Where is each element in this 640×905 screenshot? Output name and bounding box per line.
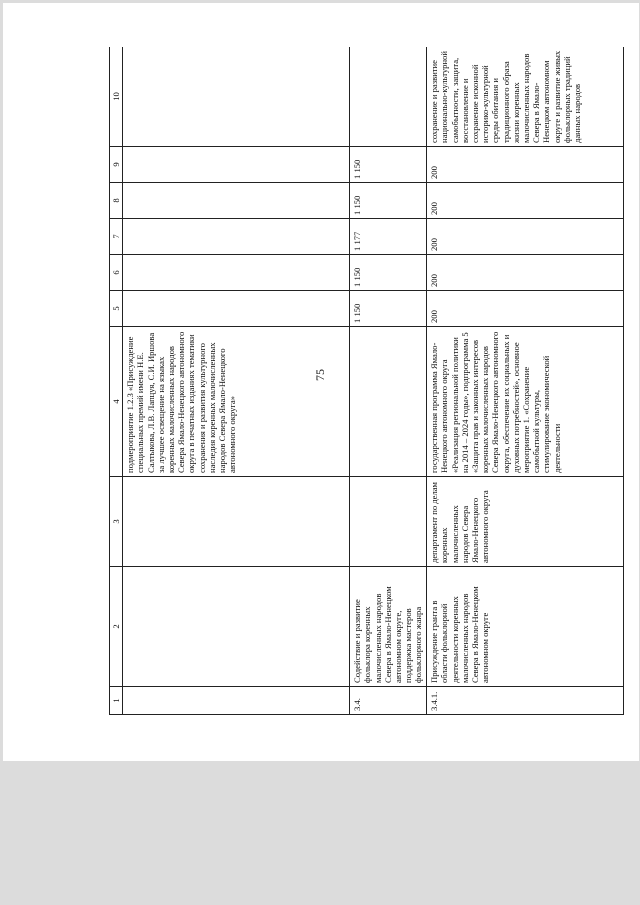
cell-number [123,687,350,715]
cell-value-8: 200 [427,183,624,219]
cell-value-9 [123,147,350,183]
program-table [109,47,624,715]
header-cell: 10 [110,47,123,147]
table-row [427,47,624,715]
cell-result [350,47,427,147]
rotated-table-frame [109,47,633,715]
cell-name: Присуждение гранта в области фольклорной деятельности коренных малочисленных народов Севера в Ямало-Ненецком автономном округе [427,567,624,687]
cell-value-5 [123,291,350,327]
cell-name [123,567,350,687]
cell-number: 3.4. [350,687,427,715]
cell-number: 3.4.1. [427,687,624,715]
cell-program [350,327,427,477]
cell-value-8 [123,183,350,219]
rotated-table-container [109,47,633,715]
cell-value-9: 200 [427,147,624,183]
cell-value-7: 1 177 [350,219,427,255]
page-number: 75 [313,369,327,381]
header-cell: 4 [110,327,123,477]
cell-value-5: 200 [427,291,624,327]
header-cell: 1 [110,687,123,715]
table-row [123,47,350,715]
cell-program: государственная программа Ямало-Ненецкого автономного округа «Реализация региональной политики на 2014 – 2024 годы», подпрограмма 5 «Защита прав и законных интересов коренных малочисленных народов Севера Ямало-Ненецкого автономного округа, обеспечение их социальных и духовных потребностей», основное мероприятие 1. «Сохранение самобытной культуры, стимулирование экономической деятельности [427,327,624,477]
header-cell: 2 [110,567,123,687]
header-cell: 7 [110,219,123,255]
header-cell: 6 [110,255,123,291]
document-page [3,3,639,761]
cell-value-7 [123,219,350,255]
cell-name: Содействие и развитие фольклора коренных малочисленных народов Севера в Ямало-Ненецком автономном округе, поддержка мастеров фольклорного жанра [350,567,427,687]
cell-result: сохранение и развитие национально-культурной самобытности, защита, восстановление и сохранение исконной историко-культурной среды обитания и традиционного образа жизни коренных малочисленных народов Севера в Ямало-Ненецком автономном округе и развитие живых фольклорных традиций данных народов [427,47,624,147]
header-cell: 8 [110,183,123,219]
table-header-row [110,47,123,715]
header-cell: 9 [110,147,123,183]
cell-value-8: 1 150 [350,183,427,219]
cell-result [123,47,350,147]
cell-value-9: 1 150 [350,147,427,183]
cell-program: подмероприятие 1.2.3 «Присуждение специальных премий имени Н.Е. Салтыкова, Л.В. Лапцуя, С.И. Иршова за лучшее освещение на языках коренных малочисленных народов Севера Ямало-Ненецкого автономного округа в печатных изданиях тематики сохранения и развития культурного наследия коренных малочисленных народов Севера Ямало-Ненецкого автономного округа» [123,327,350,477]
header-cell: 3 [110,477,123,567]
cell-value-6: 200 [427,255,624,291]
cell-value-5: 1 150 [350,291,427,327]
cell-executor: департамент по делам коренных малочисленных народов Севера Ямало-Ненецкого автономного округа [427,477,624,567]
header-cell: 5 [110,291,123,327]
cell-executor [123,477,350,567]
cell-value-6 [123,255,350,291]
cell-executor [350,477,427,567]
table-row [350,47,427,715]
cell-value-6: 1 150 [350,255,427,291]
cell-value-7: 200 [427,219,624,255]
